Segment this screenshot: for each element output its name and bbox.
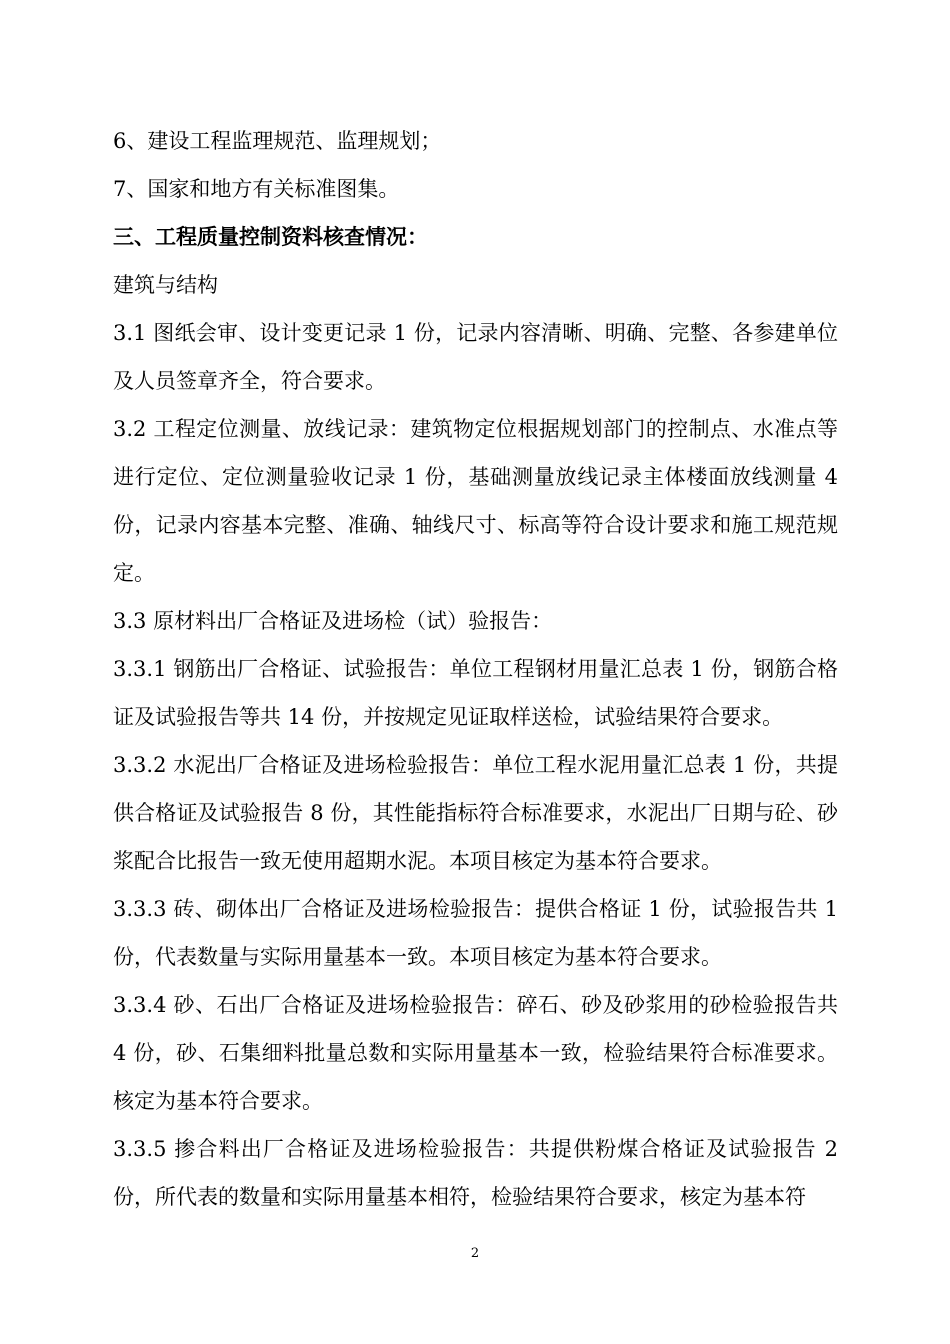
- list-item-6: 6、建设工程监理规范、监理规划；: [113, 129, 442, 153]
- paragraph-3-3-2: 3.3.2 水泥出厂合格证及进场检验报告：单位工程水泥用量汇总表 1 份，共提供合格证及试验报告 8 份，其性能指标符合标准要求，水泥出厂日期与砼、砂浆配合比报告一致无使用超期水泥。本项目核定为基本符合要求。: [113, 753, 838, 873]
- paragraph-3-3-3: 3.3.3 砖、砌体出厂合格证及进场检验报告：提供合格证 1 份，试验报告共 1 份，代表数量与实际用量基本一致。本项目核定为基本符合要求。: [113, 897, 838, 969]
- list-item-7: 7、国家和地方有关标准图集。: [113, 177, 400, 201]
- paragraph-3-1: 3.1 图纸会审、设计变更记录 1 份，记录内容清晰、明确、完整、各参建单位及人员签章齐全，符合要求。: [113, 321, 838, 393]
- page-number: 2: [470, 1246, 480, 1261]
- paragraph-3-3-1: 3.3.1 钢筋出厂合格证、试验报告：单位工程钢材用量汇总表 1 份，钢筋合格证及试验报告等共 14 份，并按规定见证取样送检，试验结果符合要求。: [113, 657, 838, 729]
- paragraph-3-3: 3.3 原材料出厂合格证及进场检（试）验报告：: [113, 609, 553, 633]
- paragraph-3-2: 3.2 工程定位测量、放线记录：建筑物定位根据规划部门的控制点、水准点等进行定位、定位测量验收记录 1 份，基础测量放线记录主体楼面放线测量 4 份，记录内容基本完整、准确、轴线尺寸、标高等符合设计要求和施工规范规定。: [113, 417, 838, 585]
- subheading-building-structure: 建筑与结构: [113, 273, 218, 297]
- paragraph-3-3-5: 3.3.5 掺合料出厂合格证及进场检验报告：共提供粉煤合格证及试验报告 2 份，所代表的数量和实际用量基本相符，检验结果符合要求，核定为基本符: [113, 1137, 838, 1209]
- section-heading: 三、工程质量控制资料核查情况：: [113, 225, 428, 249]
- paragraph-3-3-4: 3.3.4 砂、石出厂合格证及进场检验报告：碎石、砂及砂浆用的砂检验报告共 4 份，砂、石集细料批量总数和实际用量基本一致，检验结果符合标准要求。核定为基本符合要求。: [113, 993, 838, 1113]
- document-body: [113, 117, 838, 1221]
